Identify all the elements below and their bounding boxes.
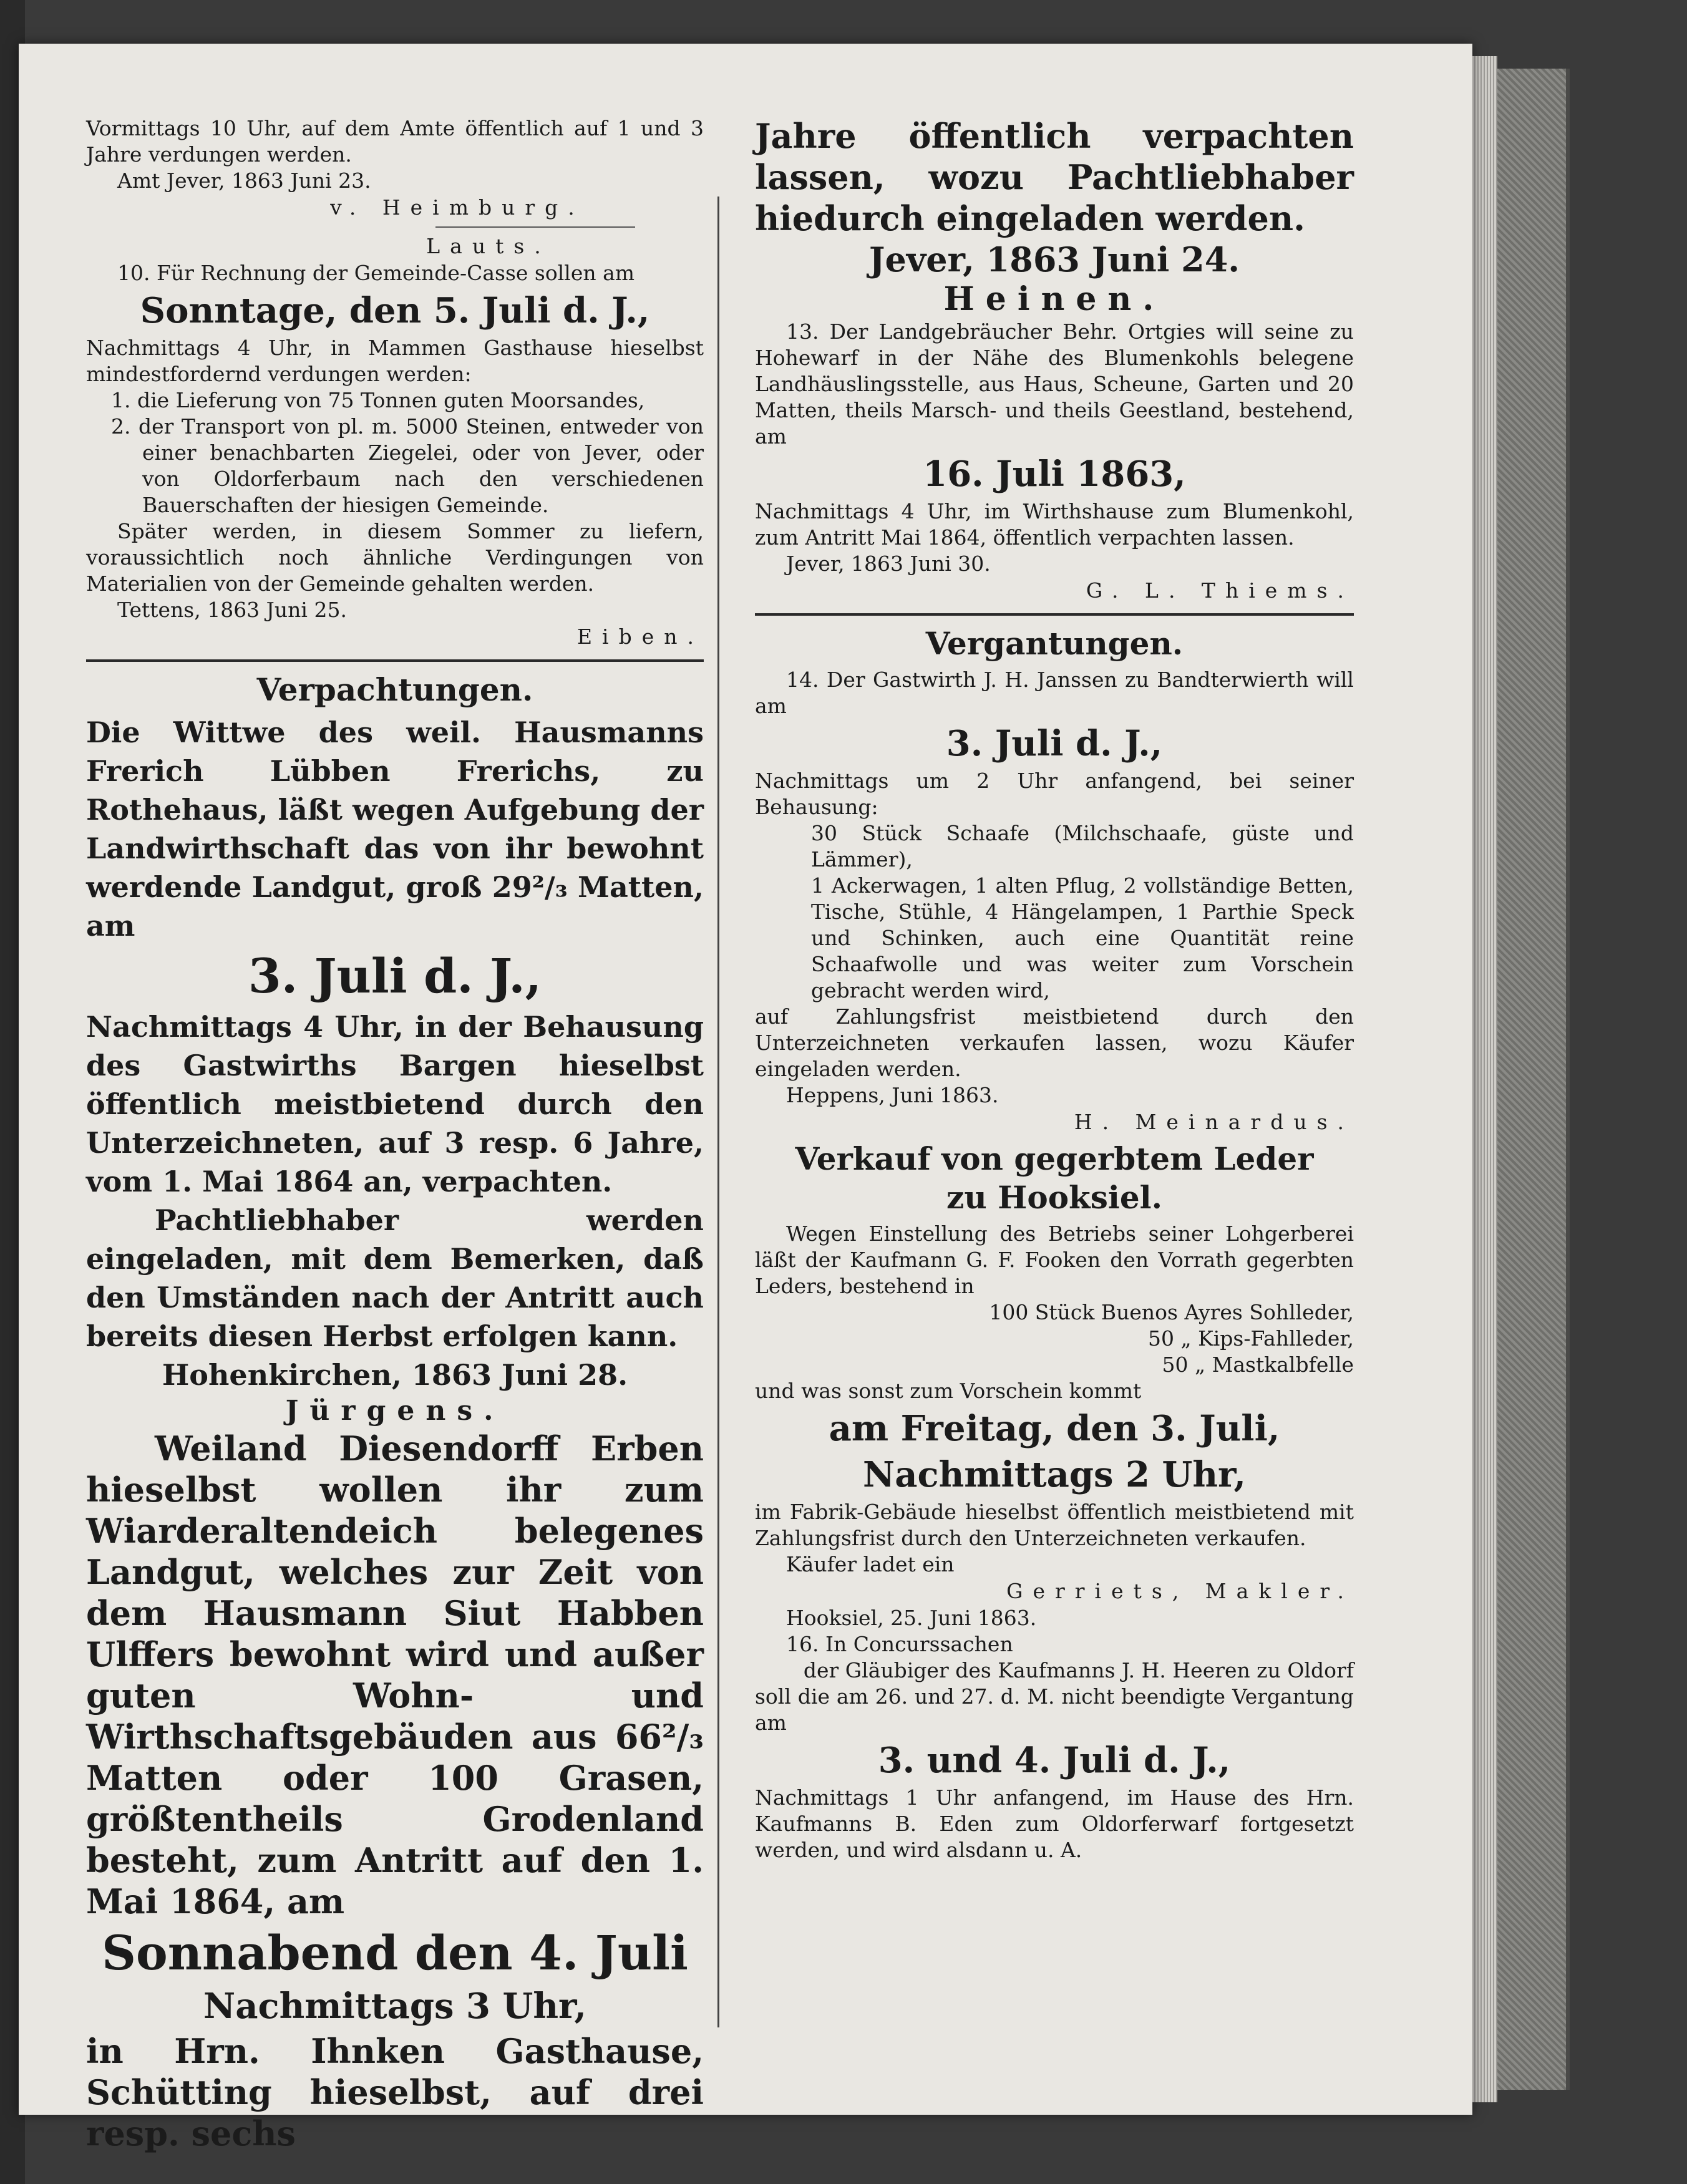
place-date: Jever, 1863 Juni 30. bbox=[786, 551, 991, 576]
lease-1-body3: Pachtliebhaber werden eingeladen, mit dem Bemerken, daß den Umständen nach der Antritt auch bereits diesen Herbst erfolgen kann. bbox=[86, 1203, 704, 1353]
lease-2-time: Nachmittags 3 Uhr, bbox=[203, 1986, 586, 2027]
text-continuation: Vormittags 10 Uhr, auf dem Amte öffentlich auf 1 und 3 Jahre verdungen werden. bbox=[86, 116, 704, 167]
signature: Eiben. bbox=[576, 624, 704, 649]
lease-2-body2: in Hrn. Ihnken Gasthause, Schütting hieselbst, auf drei resp. sechs bbox=[86, 2031, 704, 2153]
signature: Gerriets, Makler. bbox=[1006, 1579, 1354, 1603]
notice-14-body3: auf Zahlungsfrist meistbietend durch den Unterzeichneten verkaufen lassen, wozu Käufer eingeladen werden. bbox=[755, 1004, 1354, 1081]
notice-14-date: 3. Juli d. J., bbox=[946, 723, 1163, 764]
column-divider bbox=[717, 197, 719, 2027]
list-item: 100 Stück Buenos Ayres Sohlleder, bbox=[989, 1300, 1354, 1324]
signature: v. Heimburg. bbox=[330, 195, 585, 220]
notice-10-later: Später werden, in diesem Sommer zu liefern, voraussichtlich noch ähnliche Verdingungen von Materialien von der Gemeinde gehalten werden. bbox=[86, 519, 704, 596]
signature: Lauts. bbox=[426, 234, 551, 258]
notice-16-date: 3. und 4. Juli d. J., bbox=[878, 1740, 1231, 1781]
left-column bbox=[86, 115, 704, 2154]
section-title: Verpachtungen. bbox=[256, 671, 533, 708]
leather-sale-title: Verkauf von gegerbtem Leder bbox=[795, 1140, 1314, 1177]
book-cover bbox=[1497, 69, 1570, 2090]
place-date: Heppens, Juni 1863. bbox=[786, 1083, 999, 1107]
lease-1-body: Die Wittwe des weil. Hausmanns Frerich Lübben Frerichs, zu Rothehaus, läßt wegen Aufgebung der Landwirthschaft das von ihr bewohnt werdende Landgut, groß 29²/₃ Matten, am bbox=[86, 716, 704, 943]
notice-13-body2: Nachmittags 4 Uhr, im Wirthshause zum Blumenkohl, zum Antritt Mai 1864, öffentlich verpachten lassen. bbox=[755, 499, 1354, 550]
section-title: Vergantungen. bbox=[925, 625, 1184, 662]
lease-1-date: 3. Juli d. J., bbox=[248, 948, 542, 1004]
list-item: 2. der Transport von pl. m. 5000 Steinen, entweder von einer benachbarten Ziegelei, oder von Jever, oder von Oldorferbaum nach den verschiedenen Bauerschaften der hiesigen Gemeinde. bbox=[111, 414, 704, 517]
place-date: Jever, 1863 Juni 24. bbox=[868, 240, 1240, 279]
list-item: 50 „ Mastkalbfelle bbox=[1162, 1352, 1354, 1377]
leather-sale-date: am Freitag, den 3. Juli, bbox=[829, 1408, 1280, 1449]
list-item: 1. die Lieferung von 75 Tonnen guten Moorsandes, bbox=[111, 388, 645, 412]
notice-13-date: 16. Juli 1863, bbox=[923, 454, 1186, 495]
lease-1-body2: Nachmittags 4 Uhr, in der Behausung des Gastwirths Bargen hieselbst öffentlich meistbietend durch den Unterzeichneten, auf 3 resp. 6 Jahre, vom 1. Mai 1864 an, verpachten. bbox=[86, 1010, 704, 1198]
notice-10-list bbox=[86, 387, 704, 518]
short-divider bbox=[435, 226, 635, 228]
leather-sale-body3: im Fabrik-Gebäude hieselbst öffentlich meistbietend mit Zahlungsfrist durch den Unterzeichneten verkaufen. bbox=[755, 1500, 1354, 1550]
right-column bbox=[755, 115, 1354, 1863]
lease-2-body: Weiland Diesendorff Erben hieselbst wollen ihr zum Wiarderaltendeich belegenes Landgut, welches zur Zeit von dem Hausmann Siut Habben Ulffers bewohnt wird und außer guten Wohn- und Wirthschaftsgebäuden aus 66²/₃ Matten oder 100 Grasen, größtentheils Grodenland besteht, zum Antritt auf den 1. Mai 1864, am bbox=[86, 1429, 704, 1921]
list-item: 50 „ Kips-Fahlleder, bbox=[1148, 1326, 1354, 1351]
list-item: 30 Stück Schaafe (Milchschaafe, güste und Lämmer), bbox=[811, 821, 1354, 871]
leather-sale-body: Wegen Einstellung des Betriebs seiner Lohgerberei läßt der Kaufmann G. F. Fooken den Vorrath gegerbten Leders, bestehend in bbox=[755, 1221, 1354, 1298]
place-date: Hohenkirchen, 1863 Juni 28. bbox=[162, 1358, 628, 1392]
notice-10-intro: 10. Für Rechnung der Gemeinde-Casse sollen am bbox=[117, 261, 635, 285]
notice-16-body3: Nachmittags 1 Uhr anfangend, im Hause des Hrn. Kaufmanns B. Eden zum Oldorferwarf fortgesetzt werden, und wird alsdann u. A. bbox=[755, 1785, 1354, 1862]
notice-14-body: 14. Der Gastwirth J. H. Janssen zu Bandterwierth will am bbox=[755, 667, 1354, 718]
notice-14-body2: Nachmittags um 2 Uhr anfangend, bei seiner Behausung: bbox=[755, 769, 1354, 819]
section-divider bbox=[755, 613, 1354, 616]
leather-sale-time: Nachmittags 2 Uhr, bbox=[863, 1454, 1246, 1495]
leather-sale-subtitle: zu Hooksiel. bbox=[946, 1179, 1163, 1216]
list-item: 1 Ackerwagen, 1 alten Pflug, 2 vollständige Betten, Tische, Stühle, 4 Hängelampen, 1 Parthie Speck und Schinken, auch eine Quantität reine Schaafwolle und was weiter zum Vorschein gebracht werden wird, bbox=[811, 873, 1354, 1002]
lease-2-date: Sonnabend den 4. Juli bbox=[102, 1925, 688, 1981]
signature: Jürgens. bbox=[285, 1395, 505, 1427]
notice-16-body2: soll die am 26. und 27. d. M. nicht beendigte Vergantung am bbox=[755, 1684, 1354, 1735]
notice-16-body: der Gläubiger des Kaufmanns J. H. Heeren zu Oldorf bbox=[803, 1658, 1354, 1682]
signature: G. L. Thiems. bbox=[1086, 578, 1354, 603]
place-date: Hooksiel, 25. Juni 1863. bbox=[786, 1606, 1037, 1630]
place-date: Tettens, 1863 Juni 25. bbox=[117, 598, 347, 622]
leather-sale-body2: und was sonst zum Vorschein kommt bbox=[755, 1379, 1142, 1403]
notice-13-body: 13. Der Landgebräucher Behr. Ortgies will seine zu Hohewarf in der Nähe des Blumenkohls belegene Landhäuslingsstelle, aus Haus, Scheune, Garten und 20 Matten, theils Marsch- und theils Geestland, bestehend, am bbox=[755, 319, 1354, 449]
notice-16-intro: 16. In Concurssachen bbox=[786, 1632, 1013, 1656]
signature: Heinen. bbox=[943, 280, 1165, 318]
section-divider bbox=[86, 659, 704, 662]
leather-sale-buyer: Käufer ladet ein bbox=[786, 1552, 955, 1576]
place-date: Amt Jever, 1863 Juni 23. bbox=[117, 168, 371, 193]
notice-10-date: Sonntage, den 5. Juli d. J., bbox=[140, 290, 650, 331]
page-stack-edge bbox=[1472, 56, 1497, 2102]
notice-10-body: Nachmittags 4 Uhr, in Mammen Gasthause hieselbst mindestfordernd verdungen werden: bbox=[86, 336, 704, 386]
signature: H. Meinardus. bbox=[1074, 1110, 1354, 1134]
lease-2-continuation: Jahre öffentlich verpachten lassen, wozu Pachtliebhaber hiedurch eingeladen werden. bbox=[755, 116, 1354, 238]
